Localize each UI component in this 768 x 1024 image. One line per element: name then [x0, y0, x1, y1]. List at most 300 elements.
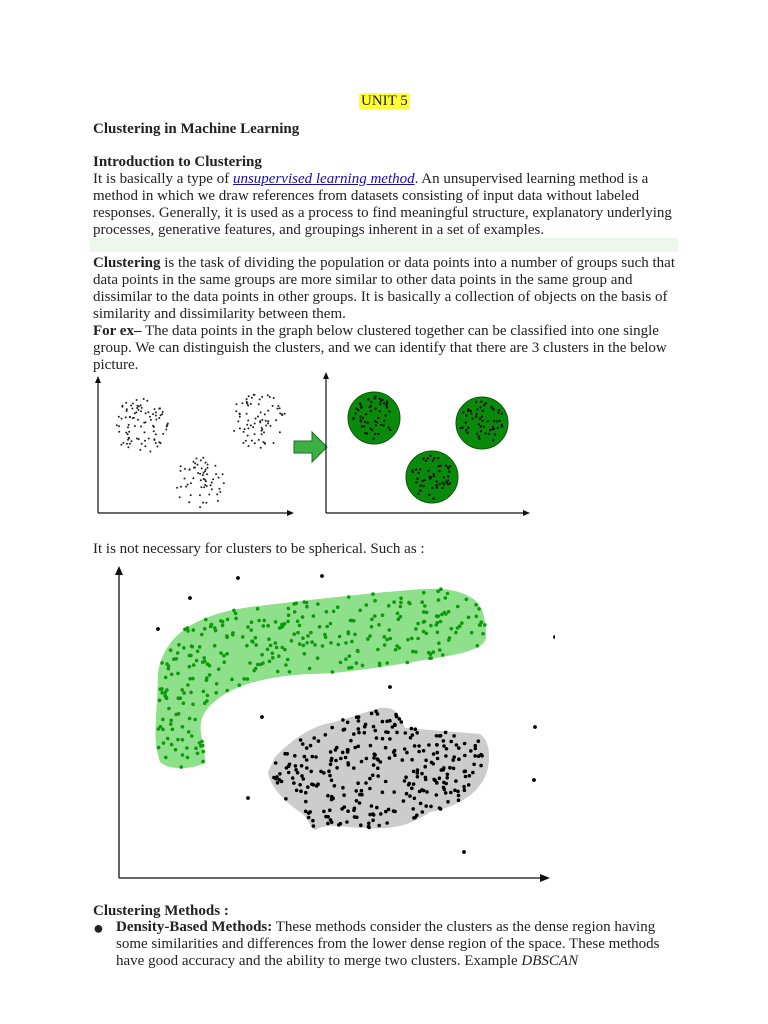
black-point: [328, 774, 332, 778]
black-point: [416, 775, 420, 779]
scatter-point: [187, 484, 189, 486]
green-point: [292, 632, 296, 636]
black-point: [298, 783, 302, 787]
scatter-point: [258, 439, 260, 441]
black-point: [364, 723, 368, 727]
scatter-point: [215, 473, 217, 475]
green-point: [181, 725, 185, 729]
green-point: [206, 662, 210, 666]
scatter-point: [263, 431, 265, 433]
scatter-point: [126, 443, 128, 445]
scatter-point: [118, 425, 120, 427]
green-point: [182, 691, 186, 695]
black-point: [292, 781, 296, 785]
green-point: [182, 701, 186, 705]
green-point: [186, 683, 190, 687]
black-point: [444, 754, 448, 758]
scatter-point: [153, 426, 155, 428]
black-point: [403, 747, 407, 751]
scatter-point: [132, 403, 134, 405]
cluster-point: [467, 409, 469, 411]
black-point: [375, 736, 379, 740]
cluster-point: [480, 430, 482, 432]
green-point: [373, 599, 377, 603]
green-point: [231, 631, 235, 635]
green-point: [305, 641, 309, 645]
green-point: [397, 617, 401, 621]
scatter-point: [246, 424, 248, 426]
scatter-point: [279, 431, 281, 433]
cluster-point: [465, 414, 467, 416]
green-point: [353, 633, 357, 637]
black-point: [280, 780, 284, 784]
scatter-point: [267, 394, 269, 396]
green-point: [160, 687, 164, 691]
black-point: [368, 777, 372, 781]
black-point: [367, 822, 371, 826]
cluster-point: [480, 425, 482, 427]
green-point: [385, 661, 389, 665]
green-point: [205, 699, 209, 703]
green-point: [467, 616, 471, 620]
green-point: [208, 673, 212, 677]
cluster-point: [383, 424, 385, 426]
green-point: [303, 652, 307, 656]
black-point: [372, 763, 376, 767]
green-point: [358, 609, 362, 613]
black-point: [285, 752, 289, 756]
green-point: [414, 627, 418, 631]
black-point: [387, 808, 391, 812]
green-point: [377, 623, 381, 627]
green-point: [274, 641, 278, 645]
green-point: [399, 605, 403, 609]
cluster-point: [389, 429, 391, 431]
black-point: [432, 752, 436, 756]
outlier-point: [236, 576, 240, 580]
outlier-point: [532, 778, 536, 782]
black-point: [442, 786, 446, 790]
cluster-point: [438, 470, 440, 472]
black-point: [413, 797, 417, 801]
green-point: [366, 637, 370, 641]
black-point: [305, 746, 309, 750]
green-point: [166, 737, 170, 741]
black-point: [442, 739, 446, 743]
green-point: [483, 623, 487, 627]
green-point: [162, 741, 166, 745]
cluster-point: [501, 424, 503, 426]
black-point: [392, 750, 396, 754]
black-point: [395, 731, 399, 735]
green-point: [179, 765, 183, 769]
black-point: [303, 755, 307, 759]
green-point: [260, 653, 264, 657]
green-point: [371, 592, 375, 596]
green-point: [252, 669, 256, 673]
black-point: [392, 790, 396, 794]
black-point: [446, 800, 450, 804]
black-point: [419, 802, 423, 806]
black-point: [312, 824, 316, 828]
cluster-point: [481, 420, 483, 422]
cluster-2: [456, 397, 508, 449]
black-point: [312, 736, 316, 740]
black-point: [355, 816, 359, 820]
green-point: [411, 650, 415, 654]
scatter-point: [279, 407, 281, 409]
scatter-point: [118, 416, 120, 418]
black-point: [370, 712, 374, 716]
scatter-point: [244, 428, 246, 430]
scatter-point: [136, 407, 138, 409]
green-point: [189, 654, 193, 658]
scatter-point: [248, 445, 250, 447]
green-point: [329, 641, 333, 645]
scatter-point: [137, 419, 139, 421]
black-point: [337, 823, 341, 827]
green-point: [176, 651, 180, 655]
green-point: [249, 628, 253, 632]
green-point: [225, 689, 229, 693]
black-point: [401, 758, 405, 762]
cluster-point: [379, 403, 381, 405]
black-point: [376, 774, 380, 778]
black-point: [413, 816, 417, 820]
black-point: [435, 734, 439, 738]
green-point: [388, 628, 392, 632]
scatter-point: [251, 440, 253, 442]
black-point: [352, 766, 356, 770]
cluster-point: [357, 409, 359, 411]
scatter-point: [239, 427, 241, 429]
cluster-point: [384, 414, 386, 416]
green-point: [278, 626, 282, 630]
cluster-point: [465, 429, 467, 431]
green-point: [177, 643, 181, 647]
black-point: [352, 809, 356, 813]
green-point: [225, 652, 229, 656]
green-point: [383, 643, 387, 647]
green-point: [176, 672, 180, 676]
x-axis-arrow: [540, 874, 550, 882]
density-based-item: [116, 919, 681, 970]
cluster-point: [416, 478, 418, 480]
black-point: [367, 825, 371, 829]
cluster-point: [447, 467, 449, 469]
scatter-point: [272, 405, 274, 407]
unsupervised-learning-link[interactable]: unsupervised learning method: [232, 171, 415, 187]
black-point: [301, 742, 305, 746]
green-point: [160, 661, 164, 665]
intro-heading: Introduction to Clustering: [93, 154, 262, 170]
green-point: [439, 620, 443, 624]
green-point: [234, 617, 238, 621]
green-point: [287, 613, 291, 617]
cluster-point: [493, 420, 495, 422]
scatter-point: [125, 402, 127, 404]
scatter-point: [237, 420, 239, 422]
cluster-point: [360, 406, 362, 408]
green-point: [305, 601, 309, 605]
scatter-point: [130, 405, 132, 407]
scatter-point: [267, 420, 269, 422]
black-point: [417, 750, 421, 754]
green-point: [465, 598, 469, 602]
scatter-point: [152, 413, 154, 415]
cluster-point: [460, 427, 462, 429]
black-point: [370, 804, 374, 808]
cluster-point: [367, 398, 369, 400]
black-point: [404, 731, 408, 735]
scatter-point: [241, 402, 243, 404]
intro-paragraph: [93, 171, 678, 239]
black-point: [412, 770, 416, 774]
scatter-point: [265, 420, 267, 422]
green-point: [308, 667, 312, 671]
black-point: [334, 759, 338, 763]
scatter-point: [141, 443, 143, 445]
scatter-point: [254, 433, 256, 435]
black-point: [341, 751, 345, 755]
cluster-point: [424, 479, 426, 481]
black-point: [453, 789, 457, 793]
green-point: [246, 677, 250, 681]
scatter-point: [203, 478, 205, 480]
cluster-point: [435, 484, 437, 486]
green-point: [406, 638, 410, 642]
scatter-point: [162, 411, 164, 413]
black-point: [479, 764, 483, 768]
black-point: [411, 733, 415, 737]
scatter-point: [233, 430, 235, 432]
cluster-point: [427, 457, 429, 459]
black-point: [328, 808, 332, 812]
cluster-point: [449, 482, 451, 484]
example-text: The data points in the graph below clustered together can be classified into one single group. We can distinguish the clusters, and we can identify that there are 3 clusters in the below picture.: [93, 323, 667, 373]
black-point: [449, 791, 453, 795]
black-point: [363, 731, 367, 735]
green-point: [206, 694, 210, 698]
black-point: [472, 763, 476, 767]
black-point: [438, 806, 442, 810]
green-point: [383, 635, 387, 639]
black-point: [344, 756, 348, 760]
green-point: [446, 592, 450, 596]
scatter-point: [248, 395, 250, 397]
scatter-point: [208, 494, 210, 496]
black-point: [405, 792, 409, 796]
black-point: [424, 804, 428, 808]
scatter-point: [116, 424, 118, 426]
cluster-point: [501, 413, 503, 415]
cluster-point: [445, 481, 447, 483]
definition-paragraph: [93, 255, 678, 374]
cluster-point: [354, 412, 356, 414]
black-point: [384, 810, 388, 814]
black-point: [272, 776, 276, 780]
green-point: [175, 657, 179, 661]
scatter-point: [194, 462, 196, 464]
green-point: [293, 610, 297, 614]
scatter-point: [197, 472, 199, 474]
scatter-point: [223, 482, 225, 484]
scatter-point: [200, 486, 202, 488]
scatter-point: [269, 396, 271, 398]
cluster-point: [375, 424, 377, 426]
green-point: [190, 734, 194, 738]
cluster-point: [388, 411, 390, 413]
green-point: [437, 598, 441, 602]
cluster-point: [488, 433, 490, 435]
bullet-icon: ●: [93, 918, 104, 938]
scatter-point: [279, 412, 281, 414]
black-point: [402, 799, 406, 803]
green-point: [188, 677, 192, 681]
green-point: [434, 623, 438, 627]
density-based-text: These methods consider the clusters as the dense region having some similarities and differences from the lower dense region of the space. These methods have good accuracy and the ability to merge two clusters. Example: [116, 919, 660, 969]
scatter-point: [202, 502, 204, 504]
black-point: [329, 818, 333, 822]
scatter-point: [144, 445, 146, 447]
black-point: [284, 797, 288, 801]
black-point: [424, 759, 428, 763]
scatter-point: [160, 414, 162, 416]
scatter-point: [153, 438, 155, 440]
black-point: [446, 773, 450, 777]
cluster-point: [429, 477, 431, 479]
black-point: [357, 731, 361, 735]
cluster-point: [374, 408, 376, 410]
green-point: [344, 657, 348, 661]
scatter-point: [247, 405, 249, 407]
green-point: [160, 691, 164, 695]
green-point: [262, 624, 266, 628]
green-point: [422, 591, 426, 595]
black-point: [375, 806, 379, 810]
scatter-point: [239, 413, 241, 415]
scatter-point: [127, 426, 129, 428]
black-point: [477, 754, 481, 758]
cluster-point: [380, 400, 382, 402]
scatter-point: [155, 411, 157, 413]
black-point: [339, 757, 343, 761]
scatter-point: [122, 442, 124, 444]
green-point: [256, 663, 260, 667]
scatter-point: [207, 467, 209, 469]
green-point: [470, 631, 474, 635]
green-point: [444, 612, 448, 616]
scatter-point: [203, 472, 205, 474]
green-point: [209, 625, 213, 629]
scatter-point: [254, 423, 256, 425]
scatter-point: [261, 419, 263, 421]
green-point: [441, 653, 445, 657]
scatter-point: [260, 447, 262, 449]
cluster-point: [447, 475, 449, 477]
green-point: [176, 738, 180, 742]
black-point: [468, 774, 472, 778]
black-point: [324, 733, 328, 737]
cluster-point: [447, 479, 449, 481]
scatter-point: [150, 419, 152, 421]
black-point: [358, 801, 362, 805]
scatter-point: [149, 416, 151, 418]
green-point: [422, 620, 426, 624]
black-point: [371, 774, 375, 778]
cluster-point: [476, 413, 478, 415]
green-point: [440, 613, 444, 617]
scatter-point: [165, 429, 167, 431]
scatter-point: [128, 431, 130, 433]
scatter-point: [120, 444, 122, 446]
cluster-point: [476, 408, 478, 410]
scatter-point: [176, 487, 178, 489]
cluster-point: [431, 487, 433, 489]
black-point: [299, 789, 303, 793]
green-point: [250, 639, 254, 643]
black-point: [304, 791, 308, 795]
green-point: [274, 620, 278, 624]
scatter-point: [267, 410, 269, 412]
scatter-point: [210, 484, 212, 486]
green-point: [268, 660, 272, 664]
scatter-point: [259, 420, 261, 422]
black-point: [330, 726, 334, 730]
page-title: Clustering in Machine Learning: [93, 121, 300, 137]
scatter-point: [265, 425, 267, 427]
green-point: [169, 719, 173, 723]
cluster-point: [449, 465, 451, 467]
left-y-axis-arrow: [95, 376, 101, 383]
green-point: [194, 747, 198, 751]
black-point: [349, 739, 353, 743]
cluster-point: [483, 426, 485, 428]
black-point: [357, 719, 361, 723]
black-point: [430, 761, 434, 765]
cluster-point: [479, 406, 481, 408]
green-point: [161, 718, 165, 722]
scatter-point: [121, 418, 123, 420]
green-point: [196, 752, 200, 756]
scatter-point: [193, 461, 195, 463]
black-point: [357, 715, 361, 719]
cluster-point: [415, 481, 417, 483]
scatter-point: [197, 464, 199, 466]
green-point: [481, 632, 485, 636]
green-point: [169, 722, 173, 726]
green-point: [301, 636, 305, 640]
black-point: [342, 728, 346, 732]
scatter-point: [199, 473, 201, 475]
scatter-point: [205, 502, 207, 504]
black-point: [322, 771, 326, 775]
green-point: [296, 620, 300, 624]
black-point: [307, 816, 311, 820]
highlight-band: [90, 238, 678, 252]
green-point: [355, 661, 359, 665]
green-point: [288, 670, 292, 674]
green-point: [305, 605, 309, 609]
green-point: [385, 638, 389, 642]
cluster-point: [492, 426, 494, 428]
scatter-point: [201, 467, 203, 469]
black-point: [342, 793, 346, 797]
black-point: [302, 777, 306, 781]
cluster-point: [483, 404, 485, 406]
green-point: [438, 648, 442, 652]
scatter-point: [188, 501, 190, 503]
